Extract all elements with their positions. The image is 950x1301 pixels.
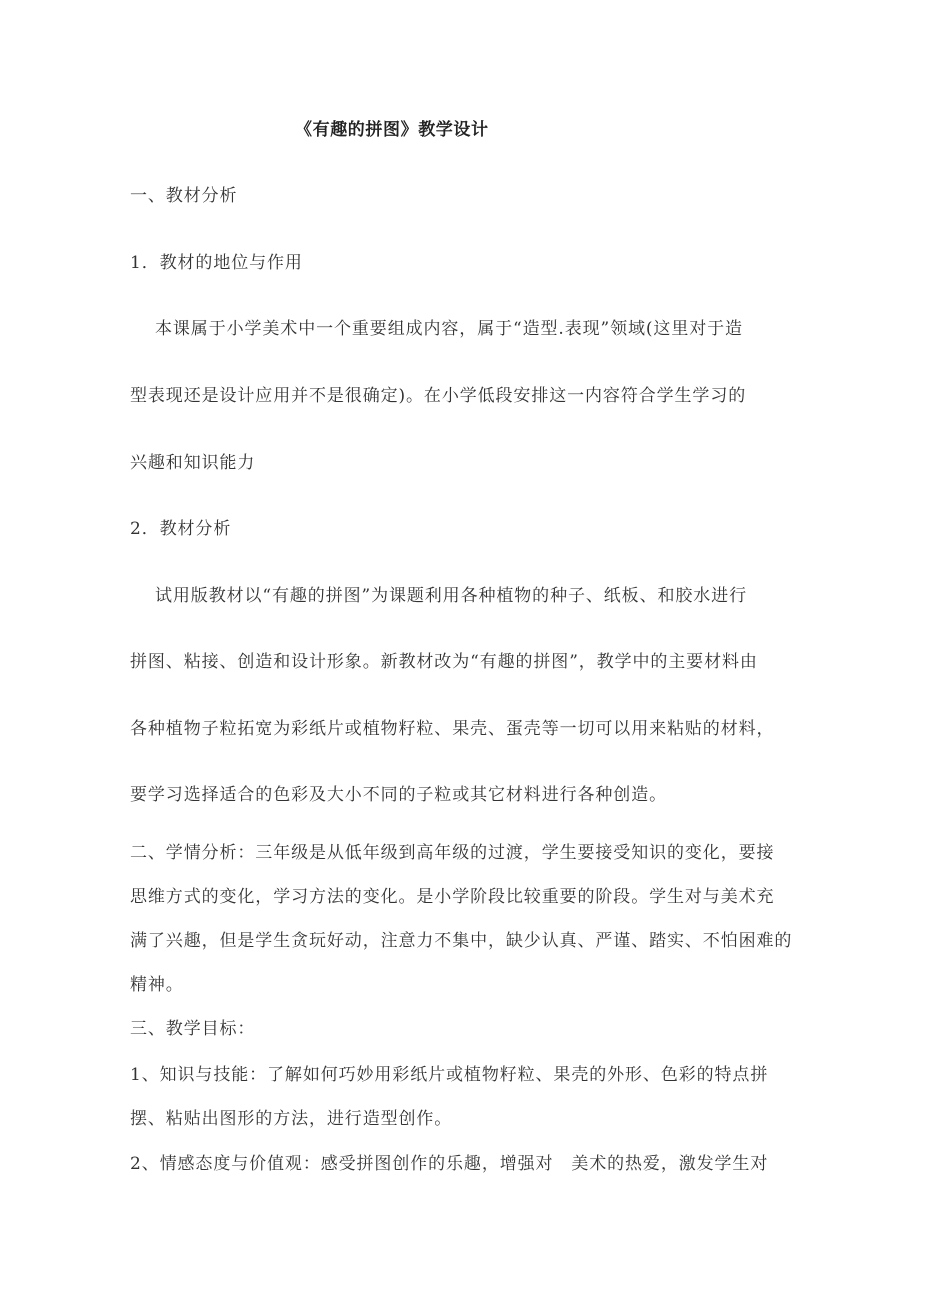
document-title: 《有趣的拼图》教学设计 <box>295 120 489 140</box>
paragraph-line: 要学习选择适合的色彩及大小不同的子粒或其它材料进行各种创造。 <box>130 785 667 805</box>
paragraph-line: 拼图、粘接、创造和设计形象。新教材改为“有趣的拼图”，教学中的主要材料由 <box>130 652 758 672</box>
paragraph-line: 满了兴趣，但是学生贪玩好动，注意力不集中，缺少认真、严谨、踏实、不怕困难的 <box>130 931 793 951</box>
paragraph-line: 兴趣和知识能力 <box>130 453 256 473</box>
section-heading-materials-analysis: 一、教材分析 <box>130 186 238 206</box>
paragraph-line: 本课属于小学美术中一个重要组成内容，属于“造型.表现”领域(这里对于造 <box>155 319 743 339</box>
section-heading-teaching-goals: 三、教学目标： <box>130 1019 256 1039</box>
paragraph-line: 思维方式的变化，学习方法的变化。是小学阶段比较重要的阶段。学生对与美术充 <box>130 887 775 907</box>
goal-line: 1、知识与技能：了解如何巧妙用彩纸片或植物籽粒、果壳的外形、色彩的特点拼 <box>130 1065 769 1085</box>
paragraph-line: 各种植物子粒拓宽为彩纸片或植物籽粒、果壳、蛋壳等一切可以用来粘贴的材料， <box>130 719 775 739</box>
paragraph-line: 精神。 <box>130 975 184 995</box>
paragraph-line: 试用版教材以“有趣的拼图”为课题利用各种植物的种子、纸板、和胶水进行 <box>155 586 747 606</box>
goal-line: 2、情感态度与价值观：感受拼图创作的乐趣，增强对 美术的热爱，激发学生对 <box>130 1154 769 1174</box>
subheading-material-analysis: 2．教材分析 <box>130 519 232 539</box>
section-heading-student-analysis: 二、学情分析：三年级是从低年级到高年级的过渡，学生要接受知识的变化，要接 <box>130 843 775 863</box>
paragraph-line: 型表现还是设计应用并不是很确定)。在小学低段安排这一内容符合学生学习的 <box>130 386 747 406</box>
goal-line: 摆、粘贴出图形的方法，进行造型创作。 <box>130 1109 453 1129</box>
subheading-material-role: 1．教材的地位与作用 <box>130 253 303 273</box>
